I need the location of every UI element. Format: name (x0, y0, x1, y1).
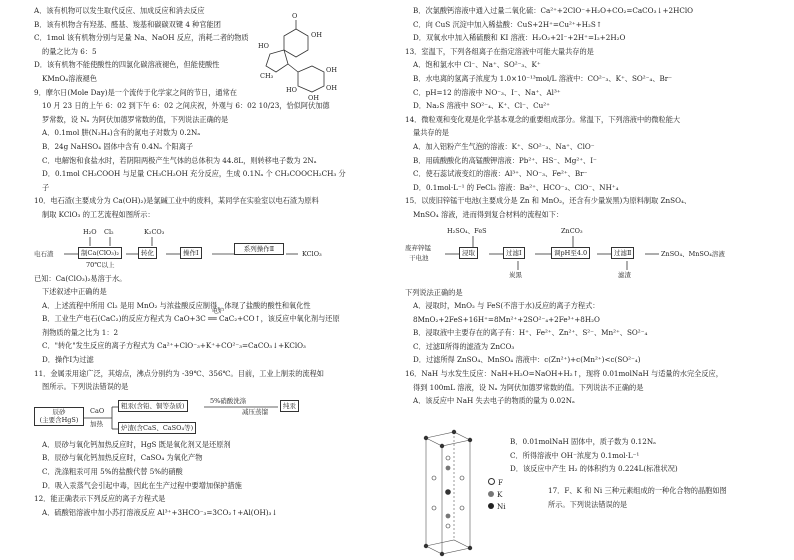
flow1-box-convert: 转化 (138, 247, 157, 260)
q17-line-2: 所示。下列说法错误的是 (548, 499, 628, 509)
crystal-legend (488, 478, 510, 514)
flow1-end: KClO₃ (302, 249, 322, 258)
q12-option-d: D．双氧水中加入稀硫酸和 KI 溶液：H₂O₂+2I⁻+2H⁺=I₂+2H₂O (413, 33, 626, 43)
q8-option-a: A．该有机物可以发生取代反应、加成反应和消去反应 (34, 6, 205, 15)
mol-label-o: O (292, 12, 298, 20)
flow2-wash: 5%硝酸洗涤 (210, 396, 247, 405)
q10-question: 下述叙述中正确的是 (42, 287, 107, 297)
q13-option-d: D．Na₂S 溶液中 SO²⁻₄、K⁺、Cl⁻、Cu²⁺ (413, 101, 550, 111)
flow1-box-op2: 系列操作Ⅱ (234, 243, 284, 256)
flow3-adjust-ph: 调pH至4.0 (551, 247, 590, 260)
flow2-crude-hg: 粗汞(含铅、铜等杂质) (118, 400, 188, 413)
q9-line-1: 9．摩尔日(Mole Day)是一个流传于化学家之间的节日，通常在 (34, 87, 237, 97)
q10-given: 已知：Ca(ClO₃)₂易溶于水。 (34, 273, 127, 283)
legend-ni (488, 502, 510, 514)
q10-option-b-text: B．工业生产电石(CaC₂)的反应方程式为 CaO+3C ══ CaC₂+CO↑，该反应中氧化剂与还原 (42, 314, 340, 324)
legend-k-label: K (497, 490, 503, 499)
legend-f (488, 478, 510, 490)
mol-label-ho-1: HO (258, 42, 269, 50)
q16-option-a: A．该反应中 NaH 失去电子的物质的量为 0.02Nₐ (413, 396, 575, 406)
mol-label-oh-3: OH (326, 84, 337, 92)
q10-stem-1: 10．电石渣(主要成分为 Ca(OH)₂)是氯碱工业中的废料，某同学在实验室以电石渣为原料 (34, 196, 319, 206)
q11-option-b: B．辰砂与氧化钙加热反应时，CaSO₄ 为氧化产物 (42, 453, 203, 463)
q15-stem-2: MnSO₄ 溶液，进而得到复合材料的流程如下： (413, 209, 564, 219)
q16-stem-1: 16．NaH 与水发生反应：NaH+H₂O=NaOH+H₂↑，现将 0.01molNaH 与适量的水完全反应， (405, 369, 723, 379)
q17-stem (548, 486, 768, 513)
mol-label-ho-2: HO (286, 86, 297, 94)
mol-label-oh-2: OH (326, 66, 337, 74)
q9-option-b: B．24g NaHSO₄ 固体中含有 0.4Nₐ 个阳离子 (42, 141, 194, 151)
flow3-reagent-1: H₂SO₄、FeS (447, 226, 487, 235)
crystal-lattice (418, 428, 478, 556)
q16-stem-2: 得到 100mL 溶液，设 Nₐ 为阿伏加德罗常数的值。下列说法不正确的是 (413, 382, 644, 392)
q9-line-2: 10 月 23 日的上午 6：02 到下午 6：02 之间庆祝，外观与 6：02 10/23，恰似阿伏加德 (42, 101, 330, 111)
q10-option-a: A．上述流程中所用 Cl₂ 是用 MnO₂ 与浓盐酸反应制得，体现了盐酸的酸性和氧化性 (42, 300, 311, 310)
q13-stem: 13．室温下，下列各组离子在指定溶液中可能大量共存的是 (405, 46, 594, 56)
q15-option-d: D．过滤所得 ZnSO₄、MnSO₄ 溶液中：c(Zn²⁺)+c(Mn²⁺)<c(SO²⁻₄) (413, 355, 641, 365)
q11-option-d: D．吸入汞蒸气会引起中毒，因此在生产过程中要增加保护措施 (42, 480, 242, 490)
q11-option-a: A．辰砂与氧化钙加热反应时，HgS 既是氧化剂又是还原剂 (42, 439, 231, 449)
q11-stem-2: 图所示。下列说法错误的是 (42, 382, 129, 392)
mol-label-oh-4: OH (308, 94, 319, 102)
furnace-label: 电炉 (212, 308, 225, 316)
flow3-start-2: 干电池 (409, 253, 429, 262)
q10-stem-2: 制取 KClO₃ 的工艺流程如图所示： (42, 209, 155, 219)
q15-option-a: A．浸取时，MnO₂ 与 FeS(不溶于水)反应的离子方程式： (413, 301, 600, 311)
flow2-distill: 减压蒸馏 (242, 407, 268, 416)
q8-option-b: B．该有机物含有羟基、醛基、羧基和碳碳双键 4 种官能团 (34, 19, 221, 29)
flowchart-battery (405, 226, 767, 286)
q15-question: 下列说法正确的是 (405, 287, 463, 297)
q9-line-3: 罗常数，设 Nₐ 为阿伏加德罗常数的值，下列说法正确的是 (42, 114, 229, 124)
q11-option-c: C．洗涤粗汞可用 5%的盐酸代替 5%的硝酸 (42, 467, 183, 477)
flow1-start: 电石渣 (34, 249, 54, 258)
flow3-residue: 滤渣 (618, 270, 631, 279)
flow1-reagent-k2co3: K₂CO₃ (144, 227, 165, 236)
legend-f-label: F (498, 478, 503, 487)
crystal-cell-figure (418, 428, 478, 556)
q14-option-c: C．使石蕊试液变红的溶液：Al³⁺、NO⁻₃、Fe²⁺、Br⁻ (413, 169, 588, 179)
q9-option-a: A．0.1mol 肼(N₂H₄)含有的氮电子对数为 0.2Nₐ (42, 128, 201, 138)
q17-line-1: 17．F、K 和 Ni 三种元素组成的一种化合物的晶胞如图 (548, 486, 727, 495)
q8-option-c-cont: 的量之比为 6：5 (42, 46, 97, 56)
q8-option-c: C．1mol 该有机物分别与足量 Na、NaOH 反应，消耗二者的物质 (34, 33, 249, 43)
flow3-start-1: 废弃锌锰 (405, 243, 431, 252)
flow2-cao: CaO (90, 406, 105, 415)
q13-option-c: C．pH=12 的溶液中 NO⁻₃、I⁻、Na⁺、Al³⁺ (413, 87, 561, 97)
flow2-heat: 加热 (90, 419, 103, 428)
q11-stem-1: 11．金属汞用途广泛，其熔点，沸点分别约为 -39℃、356℃。目前，工业上制汞的流程如 (34, 368, 324, 378)
q9-option-c: C．电解饱和食盐水时，若阴阳两极产生气体的总体积为 44.8L，则转移电子数为 2Nₐ (42, 155, 317, 165)
q14-option-d: D．0.1mol·L⁻¹ 的 FeCl₃ 溶液：Ba²⁺、HCO⁻₃、ClO⁻、NH⁺₄ (413, 182, 619, 192)
flow1-box-op1: 操作Ⅰ (180, 247, 202, 260)
right-column (405, 6, 767, 410)
flowchart-kclo3 (34, 226, 396, 272)
q15-option-b: B．浸取液中主要存在的离子有：H⁺、Fe²⁺、Zn²⁺、S²⁻、Mn²⁺、SO²⁻₄ (413, 328, 648, 338)
q13-option-a: A．饱和氯水中 Cl⁻、Na⁺、SO²⁻₃、K⁺ (413, 60, 541, 70)
q15-stem-1: 15．以废旧锌锰干电池(主要成分是 Zn 和 MnO₂，还含有少量炭黑)为原料制取 ZnSO₄、 (405, 196, 692, 206)
flow1-condition: 70℃以上 (86, 260, 115, 269)
q12-option-c: C．向 CuS 沉淀中加入稀盐酸：CuS+2H⁺=Cu²⁺+H₂S↑ (413, 19, 602, 29)
q8-option-d: D．该有机物不能使酸性的四氯化碳溶液褪色，但能使酸性 (34, 60, 220, 70)
q16-more-options (510, 437, 770, 478)
q14-option-b: B．用硫酸酸化的高锰酸钾溶液：Pb²⁺、HS⁻、Mg²⁺、I⁻ (413, 155, 597, 165)
flowchart-mercury (34, 398, 396, 438)
q16-option-d: D．该反应中产生 H₂ 的体积约为 0.224L(标准状况) (510, 464, 678, 474)
q16-option-c: C．所得溶液中 OH⁻浓度为 0.1mol·L⁻¹ (510, 450, 640, 460)
legend-ni-label: Ni (497, 502, 506, 511)
flow3-filter-1: 过滤Ⅰ (503, 247, 525, 260)
q13-option-b: B．水电离的氢离子浓度为 1.0×10⁻¹³mol/L 溶液中：CO²⁻₃、K⁺、SO²⁻₄、Br⁻ (413, 73, 673, 83)
flow3-carbon-black: 炭黑 (509, 270, 522, 279)
q14-stem-2: 量共存的是 (413, 128, 449, 138)
flow1-reagent-h2o: H₂O (83, 227, 97, 236)
q9-option-d-cont: 子 (42, 182, 50, 192)
q10-option-b-cont: 剂物质的量之比为 1：2 (42, 327, 119, 337)
q12-stem: 12．能正确表示下列反应的离子方程式是 (34, 494, 166, 504)
flow2-slag: 炉渣(含CaS、CaSO₄等) (118, 422, 196, 435)
q14-option-a: A．加入铝粉产生气泡的溶液：K⁺、SO²⁻₃、Na⁺、ClO⁻ (413, 141, 595, 151)
molecule-structure-figure (254, 14, 344, 104)
q12-option-a: A．硫酸铝溶液中加小苏打溶液反应 Al³⁺+3HCO⁻₃=3CO₂↑+Al(OH)₃↓ (42, 507, 278, 517)
flow2-cinnabar: 辰砂 (主要含HgS) (34, 407, 84, 427)
flow1-reagent-cl2: Cl₂ (104, 227, 114, 236)
mol-label-ch3: CH₃ (260, 72, 274, 80)
q10-option-d: D．操作Ⅰ为过滤 (42, 355, 94, 365)
q12-option-b: B．次氯酸钙溶液中通入过量二氧化硫：Ca²⁺+2ClO⁻+H₂O+CO₂=CaCO₃↓+2HClO (413, 6, 694, 15)
q8-option-d-cont: KMnO₄溶液褪色 (42, 73, 97, 83)
flow3-leach: 浸取 (459, 247, 478, 260)
flow3-reagent-2: ZnCO₃ (561, 226, 583, 235)
flow2-pure-hg: 纯汞 (280, 400, 299, 413)
flow3-filter-2: 过滤Ⅱ (611, 247, 634, 260)
legend-k (488, 490, 510, 502)
q16-option-b: B．0.01molNaH 固体中，质子数为 0.12Nₐ (510, 437, 656, 446)
q9-option-d: D．0.1mol CH₃COOH 与足量 CH₃CH₂OH 充分反应，生成 0.1Nₐ 个 CH₃COOCH₂CH₃ 分 (42, 169, 346, 179)
flow3-end: ZnSO₄、MnSO₄溶液 (661, 249, 725, 258)
flow1-box-make: 制Ca(ClO₃)₂ (78, 247, 122, 260)
q15-option-a-eq: 8MnO₂+2FeS+16H⁺=8Mn²⁺+2SO²⁻₄+2Fe³⁺+8H₂O (413, 314, 600, 324)
q10-option-b (34, 308, 396, 328)
q15-option-c: C．过滤Ⅱ所得的滤渣为 ZnCO₃ (413, 341, 515, 351)
q14-stem-1: 14．微粒观和变化观是化学基本观念的重要组成部分。常温下，下列溶液中的微粒能大 (405, 114, 681, 124)
mol-label-oh-1: OH (311, 31, 322, 39)
q10-option-c: C．"转化"发生反应的离子方程式为 Ca²⁺+ClO⁻₃+K⁺+CO²⁻₃=CaCO₃↓+KClO₃ (42, 341, 306, 351)
